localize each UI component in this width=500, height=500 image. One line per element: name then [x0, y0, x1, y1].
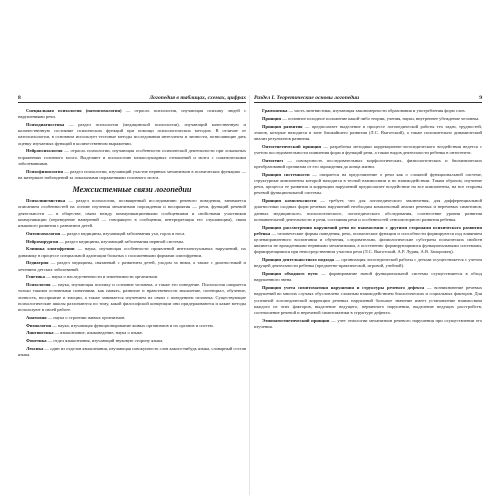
definition-text: — человеческие формы поведения, речь, психические функции и способности формируются под влиянием целенаправленного воспитания и обучения, следовательно, физиологические субстраты психических свойств являются не врожденными нервными механизмами, а постепенно формирующимися функциональными системами, формирующимися при непосредственном участии речи (Л.С. Выготский, А.Р. Лурия, А.В. Запорожец).	[254, 230, 482, 255]
definition-paragraph	[18, 239, 246, 245]
definition-paragraph	[254, 172, 482, 197]
definition-term: Психофизиология	[26, 168, 63, 174]
definition-paragraph	[18, 260, 246, 272]
definition-text: — разработка методики коррекционно-логопедического воздействия ведется с учетом последовательности появления форм и функций речи, а также видов деятельности ребенка в онтогенезе.	[254, 143, 482, 155]
definition-text: — раздел психологии (медицинской психологии), изучающий качественную и количественную состояние психических функций при помощи психологических методов. В отличие от патопсихологии, в основном использует тестовые методы исследования интеллекта и личности, позволяющие дать оценку изучаемых функций в количественном выражении.	[18, 122, 246, 146]
right-page-number: 9	[479, 95, 482, 101]
definition-text: — раздел психологии, изучающий участие нервных механизмов в психических функциях — на материале наблюдений за локальными поражениями головного мозга.	[18, 168, 246, 180]
definition-term: Педиатрия	[26, 260, 49, 266]
definition-text: — наука о строении живых организмов.	[46, 314, 126, 320]
definition-text: — наука, изучающая особенности проявлений интеллектуальных нарушений, их динамику в процессе специальной адаптации больных с положенными формами олигофрении.	[18, 246, 246, 258]
definition-paragraph	[18, 315, 246, 321]
definition-paragraph	[254, 271, 482, 283]
definition-term: Принцип развития	[262, 123, 303, 129]
definition-term: Принцип учета симптоматики нарушения и структуры речевого дефекта	[262, 285, 425, 291]
definition-term: Нейрохирургия	[26, 238, 59, 244]
left-running-head	[18, 95, 246, 103]
left-paragraphs-after	[18, 198, 246, 358]
definition-text: — предполагает выделение в процессе логопедической работы тех задач, трудностей, этапов, которые находятся в зоне ближайшего развития (Л.С. Выготский), а также положительно динамический анализ результатов развития.	[254, 123, 482, 141]
definition-paragraph	[18, 338, 246, 344]
definition-term: Физиология	[26, 322, 52, 328]
definition-paragraph	[18, 323, 246, 329]
definition-term: Психодиагностика	[26, 122, 65, 127]
definition-text: — отрасль психологии, изучающая особенности психической деятельности при локальных поражениях головного мозга. Выделяют и психологию межполушарных отношений и мозга с соматическими заболеваниями.	[18, 148, 246, 166]
definition-paragraph	[18, 274, 246, 280]
definition-term: Принцип рассмотрения нарушений речи во взаимосвязи с другими сторонами психического развития ребенка	[254, 224, 482, 236]
definition-paragraph	[18, 108, 246, 120]
definition-paragraph	[254, 198, 482, 223]
definition-term: Лингвистика	[26, 330, 54, 336]
definition-paragraph	[18, 148, 246, 167]
definition-text: — возникновение речевых нарушений во многих случаях обусловлено сложным взаимодействием биологических и социальных факторов. Для успешной логопедической коррекции речевых нарушений большое значение имеет установление взаимосвязи каждого из этих факторов, выделение ведущего, первичного нарушения, выделение ведущих расстройств, соотношение речевой и неречевой симптоматики в структуре дефекта.	[254, 285, 482, 316]
definition-term: Грамматика	[262, 108, 288, 113]
definition-text: — наука, изучающая функционирование живых организмов и их органов и систем.	[51, 322, 214, 328]
definition-paragraph	[18, 330, 246, 336]
definition-paragraph	[254, 318, 482, 330]
definition-paragraph	[18, 246, 246, 258]
definition-paragraph	[18, 169, 246, 181]
left-page	[18, 95, 246, 495]
definition-text: — основное исходное положение какой-либо теории, учения, науки, внутреннее убеждение человека.	[281, 115, 480, 121]
definition-text: — раздел психологии, посвященный исследованию речевого поведения, занимается описанием особенностей на основе изучения механизмов порождения и восприятия — речи, функций речевой деятельности — в обществе, связи между коммуникационными сообщениями и свойствами участников коммуникации (переведение намерений — говорящего в сообщения, интерпретация его слушающим), связи языкового развития с развитием детей.	[18, 198, 246, 229]
definition-term: Этиопатогенетический принцип	[262, 317, 330, 323]
definition-term: Анатомия	[26, 314, 47, 320]
definition-text: — один из отделов языкознания, изучающая совокупность слов какого-нибудь языка, словарный состав языка.	[18, 346, 246, 358]
definition-text: — совокупность последовательных морфологических, физиологических и биохимических преобразований организма от его зарождения до конца жизни.	[254, 157, 482, 169]
definition-paragraph	[18, 122, 246, 147]
gutter-divider	[249, 95, 250, 495]
right-running-head	[254, 95, 482, 103]
definition-paragraph	[254, 285, 482, 316]
definition-text: — организация логопедической работы с детьми осуществляется с учетом ведущей деятельности ребенка (предметно-практической, игровой, учебной).	[254, 257, 482, 269]
right-page	[254, 95, 482, 495]
definition-text: — наука, изучающая психику и сознание человека, а также его поведение. Психология опирается только такими основными понятиями, как память, развитие и нравственности мышление, потенциал, обучение, личность, восприятие и эмоции, а также занимается изучением их связи с поведением человека. Существующие психологические школы различаются по тому, какой философской концепции они придерживаются и какие методы используют в своей работе.	[18, 282, 246, 313]
definition-term: Клиника олигофрении	[26, 246, 75, 252]
definition-term: Принцип системности	[262, 171, 310, 177]
definition-text: — требует, что для логопедического заключения, для дифференциальной диагностики сходных форм речевых нарушений необходим комплексный анализ речевых и неречевых симптомов, данных медицинского, психологического, логопедического обследования, соотнесение уровня развития познавательной деятельности и речи, состояния речи и особенностей сенсомоторного развития ребенка.	[254, 198, 482, 222]
definition-term: Лексика	[26, 346, 44, 352]
definition-paragraph	[254, 108, 482, 114]
definition-paragraph	[254, 257, 482, 269]
definition-term: Психология	[26, 282, 51, 288]
definition-paragraph	[254, 116, 482, 122]
definition-term: Принцип обходного пути	[262, 271, 318, 277]
definition-term: Принцип деятельностного подхода	[262, 257, 335, 263]
definition-term: Фонетика	[26, 338, 47, 344]
definition-text: — отрасль психологии, изучающая психику людей с нарушениями речи.	[18, 108, 246, 120]
definition-text: — отдел языкознания, изучающий звуковую сторону языка.	[46, 338, 164, 344]
definition-term: Онтогенез	[262, 157, 284, 163]
definition-text: — раздел медицины, изучающий заболевания нервной системы.	[58, 238, 185, 244]
definition-term: Психолингвистика	[26, 198, 66, 204]
definition-text: — учет этиологии механизмов речевого нарушения при осуществлении его изучения.	[254, 317, 482, 330]
definition-term: Генетика	[26, 274, 45, 280]
definition-term: Специальная психология (патопсихология)	[26, 108, 122, 113]
definition-paragraph	[18, 346, 246, 358]
right-running-head-title: Раздел I. Теоретические основы логопедии	[254, 95, 360, 101]
definition-paragraph	[254, 124, 482, 143]
definition-text: — формирование новой функциональной системы осуществляется в обход нарушенного звена.	[254, 271, 482, 283]
right-body	[254, 108, 482, 330]
left-running-head-title: Логопедия в таблицах, схемах, цифрах	[149, 95, 246, 101]
definition-term: Принцип комплексности	[262, 198, 317, 204]
definition-term: Онтопсихология	[26, 230, 61, 236]
definition-term: Нейропсихология	[26, 148, 63, 154]
left-body	[18, 108, 246, 358]
left-page-number: 8	[18, 95, 21, 101]
definition-term: Принцип	[262, 115, 282, 121]
definition-text: — раздел медицины, изучающий заболевания уха, горла и носа.	[60, 230, 186, 236]
definition-term: Онтогенетический принцип	[262, 143, 322, 149]
definition-text: — языкознание, языковедение, наука о языке.	[53, 330, 144, 336]
definition-paragraph	[18, 231, 246, 237]
definition-paragraph	[254, 158, 482, 170]
definition-paragraph	[254, 144, 482, 156]
definition-text: — раздел медицины, связанный с развитием детей, уходом за ними, а также с диагностикой и лечением детских заболеваний.	[18, 260, 246, 272]
definition-text: — опирается на представление о речи как о сложной функциональной системе, структурные компоненты которой находятся в тесной взаимосвязи и во взаимодействии. Таким образом, изучение речи, процесса ее развития и коррекции нарушений предполагает воздействие на все компоненты, на все стороны речевой функциональной системы.	[254, 171, 482, 196]
left-paragraphs-before	[18, 108, 246, 181]
definition-text: — наука о наследственности и изменчивости организмов.	[44, 274, 159, 280]
definition-paragraph	[18, 282, 246, 313]
definition-paragraph	[18, 198, 246, 229]
definition-paragraph	[254, 225, 482, 256]
definition-text: — часть лингвистики, изучающая закономерности образования и употребления форм слов.	[287, 108, 466, 113]
section-heading: Межсистемные связи логопедии	[72, 185, 192, 195]
